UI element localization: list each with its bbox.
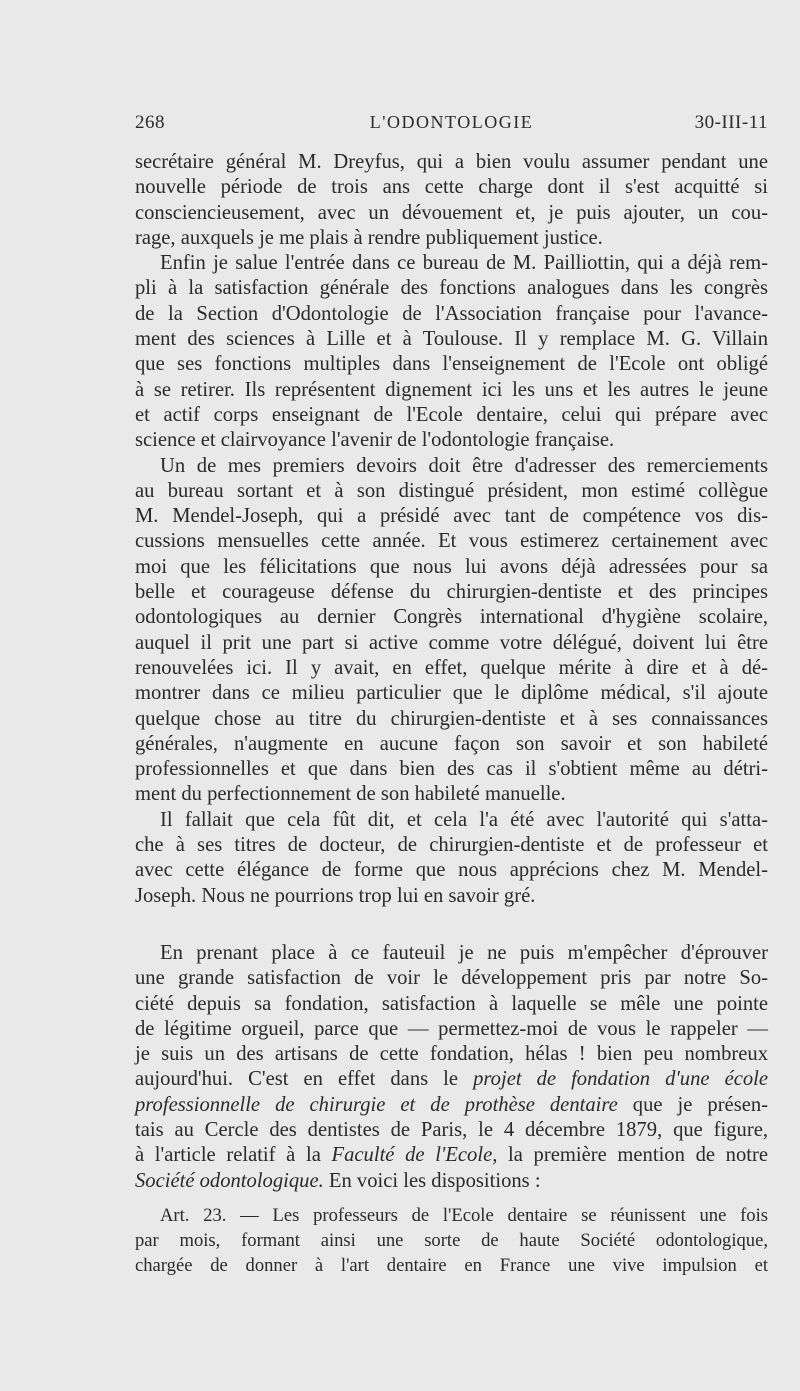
text-line: une grande satisfaction de voir le développement pris par notre So- <box>135 967 768 990</box>
text-run: la première mention de notre <box>508 1144 768 1167</box>
section-spacer <box>135 909 768 941</box>
text-line: pli à la satisfaction générale des fonctions analogues dans les congrès <box>135 277 768 300</box>
text-line: nouvelle période de trois ans cette charge dont il s'est acquitté si <box>135 176 768 199</box>
section-spacer <box>135 1194 768 1203</box>
paragraph <box>135 808 768 909</box>
text-run: à l'article relatif à la <box>135 1144 321 1167</box>
text-line: odontologiques au dernier Congrès international d'hygiène scolaire, <box>135 606 768 629</box>
text-line: M. Mendel-Joseph, qui a présidé avec tant de compétence vos dis- <box>135 505 768 528</box>
text-line: ment des sciences à Lille et à Toulouse. Il y remplace M. G. Villain <box>135 328 768 351</box>
text-line <box>135 1143 768 1168</box>
text-line: moi que les félicitations que nous lui avons déjà adressées pour sa <box>135 555 768 578</box>
body-text <box>135 150 768 1279</box>
text-line: générales, n'augmente en aucune façon son savoir et son habileté <box>135 732 768 755</box>
paragraph <box>135 251 768 453</box>
text-line: de la Section d'Odontologie de l'Association française pour l'avance- <box>135 302 768 325</box>
issue-date: 30-III-11 <box>694 112 768 133</box>
text-line: et actif corps enseignant de l'Ecole dentaire, celui qui prépare avec <box>135 403 768 426</box>
text-line: quelque chose au titre du chirurgien-dentiste et à ses connaissances <box>135 707 768 730</box>
text-line: Art. 23. — Les professeurs de l'Ecole dentaire se réunissent une fois <box>160 1204 768 1226</box>
text-line: chargée de donner à l'art dentaire en France une vive impulsion et <box>135 1255 768 1277</box>
text-line: renouvelées ici. Il y avait, en effet, quelque mérite à dire et à dé- <box>135 656 768 679</box>
text-line: consciencieusement, avec un dévouement et, je puis ajouter, un cou- <box>135 201 768 224</box>
running-header <box>135 112 768 144</box>
italic-run: Faculté de l'Ecole, <box>331 1144 498 1167</box>
text-line: que ses fonctions multiples dans l'enseignement de l'Ecole ont obligé <box>135 353 768 376</box>
text-run: aujourd'hui. C'est en effet dans le <box>135 1068 459 1091</box>
text-line: par mois, formant ainsi une sorte de haute Société odontologique, <box>135 1230 768 1252</box>
text-line: avec cette élégance de forme que nous apprécions chez M. Mendel- <box>135 859 768 882</box>
text-line: Il fallait que cela fût dit, et cela l'a été avec l'autorité qui s'atta- <box>160 808 768 831</box>
text-line: rage, auxquels je me plais à rendre publiquement justice. <box>135 226 603 249</box>
italic-run: professionnelle de chirurgie et de prothèse dentaire <box>135 1093 618 1116</box>
text-line: ment du perfectionnement de son habileté manuelle. <box>135 783 566 806</box>
journal-title: L'ODONTOLOGIE <box>369 112 534 132</box>
text-line: Un de mes premiers devoirs doit être d'adresser des remerciements <box>160 454 768 477</box>
text-line: je suis un des artisans de cette fondation, hélas ! bien peu nombreux <box>135 1043 768 1066</box>
text-line: belle et courageuse défense du chirurgien-dentiste et des principes <box>135 581 768 604</box>
text-line <box>135 1169 768 1194</box>
text-line: secrétaire général M. Dreyfus, qui a bien voulu assumer pendant une <box>135 151 768 173</box>
text-run: que je présen- <box>632 1093 768 1116</box>
text-line: de légitime orgueil, parce que — permettez-moi de vous le rappeler — <box>135 1017 768 1040</box>
paragraph <box>135 150 768 251</box>
text-line: tais au Cercle des dentistes de Paris, le 4 décembre 1879, que figure, <box>135 1118 768 1141</box>
paragraph <box>135 454 768 808</box>
text-line: professionnelles et que dans bien des cas il s'obtient même au détri- <box>135 758 768 781</box>
text-line: En prenant place à ce fauteuil je ne puis m'empêcher d'éprouver <box>160 941 768 964</box>
text-line: Enfin je salue l'entrée dans ce bureau de M. Pailliottin, qui a déjà rem- <box>160 252 768 275</box>
text-line: ciété depuis sa fondation, satisfaction à laquelle se mêle une pointe <box>135 992 768 1015</box>
text-line <box>135 1067 768 1092</box>
quoted-article <box>135 1203 768 1279</box>
text-line: Joseph. Nous ne pourrions trop lui en savoir gré. <box>135 884 536 907</box>
page-number: 268 <box>135 112 165 133</box>
text-run: En voici les dispositions : <box>328 1169 541 1192</box>
text-line: che à ses titres de docteur, de chirurgien-dentiste et de professeur et <box>135 834 768 857</box>
text-line: à se retirer. Ils représentent dignement ici les uns et les autres le jeune <box>135 378 768 401</box>
italic-run: Société odontologique. <box>135 1169 324 1192</box>
text-line: au bureau sortant et à son distingué président, mon estimé collègue <box>135 479 768 502</box>
text-line: auquel il prit une part si active comme votre délégué, doivent lui être <box>135 631 768 654</box>
text-line: montrer dans ce milieu particulier que le diplôme médical, s'il ajoute <box>135 682 768 705</box>
italic-run: projet de fondation d'une école <box>473 1068 769 1091</box>
text-line: cussions mensuelles cette année. Et vous estimerez certainement avec <box>135 530 768 553</box>
text-line: science et clairvoyance l'avenir de l'odontologie française. <box>135 429 615 452</box>
text-line <box>135 1093 768 1118</box>
paragraph <box>135 941 768 1194</box>
